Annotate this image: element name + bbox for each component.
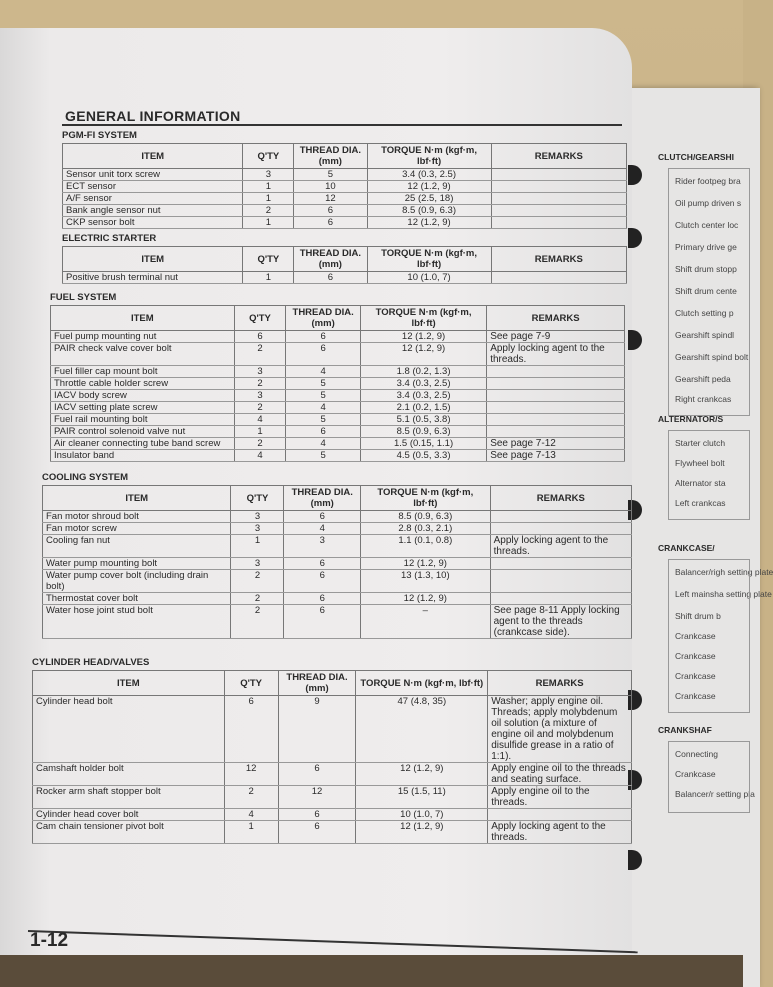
header-qty: Q'TY (231, 486, 284, 511)
table-row (63, 272, 627, 284)
table-row (51, 366, 625, 378)
table-row (51, 390, 625, 402)
torque-value: 12 (1.2, 9) (360, 343, 486, 366)
header-qty: Q'TY (234, 306, 286, 331)
right-item: Crankcase (675, 631, 716, 641)
remarks: See page 8-11 Apply locking agent to the threads (crankcase side). (490, 605, 631, 639)
item-name: Fuel rail mounting bolt (51, 414, 235, 426)
thread-diameter: 4 (286, 366, 361, 378)
remarks (487, 414, 625, 426)
torque-value: 1.8 (0.2, 1.3) (360, 366, 486, 378)
quantity: 4 (234, 450, 286, 462)
right-section-title: CLUTCH/GEARSHI (658, 152, 735, 162)
quantity: 1 (224, 821, 278, 844)
table-row (63, 205, 627, 217)
thread-diameter: 4 (286, 402, 361, 414)
thread-diameter: 6 (284, 558, 361, 570)
header-torque: TORQUE N·m (kgf·m, lbf·ft) (360, 306, 486, 331)
remarks (491, 217, 626, 229)
thread-diameter: 4 (284, 523, 361, 535)
header-remarks: REMARKS (491, 247, 626, 272)
torque-table (50, 305, 625, 462)
torque-value: 5.1 (0.5, 3.8) (360, 414, 486, 426)
item-name: PAIR control solenoid valve nut (51, 426, 235, 438)
quantity: 4 (224, 809, 278, 821)
section-fuel-system (50, 292, 625, 462)
header-item: ITEM (33, 671, 225, 696)
torque-value: 12 (1.2, 9) (360, 331, 486, 343)
remarks: See page 7-9 (487, 331, 625, 343)
quantity: 2 (231, 570, 284, 593)
header-qty: Q'TY (243, 247, 294, 272)
remarks (490, 593, 631, 605)
quantity: 6 (224, 696, 278, 763)
header-qty: Q'TY (224, 671, 278, 696)
table-row (63, 217, 627, 229)
quantity: 6 (234, 331, 286, 343)
remarks (491, 272, 626, 284)
item-name: Camshaft holder bolt (33, 763, 225, 786)
torque-value: 10 (1.0, 7) (356, 809, 488, 821)
torque-value: 8.5 (0.9, 6.3) (367, 205, 491, 217)
right-table-frame (668, 168, 750, 416)
item-name: Bank angle sensor nut (63, 205, 243, 217)
table-row (43, 593, 632, 605)
item-name: Water hose joint stud bolt (43, 605, 231, 639)
page-number: 1-12 (30, 930, 69, 951)
thread-diameter: 4 (286, 438, 361, 450)
section-title: PGM-FI SYSTEM (62, 130, 137, 141)
item-name: Air cleaner connecting tube band screw (51, 438, 235, 450)
table-row (51, 331, 625, 343)
header-thread: THREAD DIA. (mm) (278, 671, 356, 696)
quantity: 3 (243, 169, 294, 181)
torque-value: 12 (1.2, 9) (356, 763, 488, 786)
thread-diameter: 6 (286, 343, 361, 366)
remarks (490, 558, 631, 570)
header-remarks: REMARKS (488, 671, 632, 696)
remarks: Washer; apply engine oil. Threads; apply molybdenum oil solution (a mixture of engine oil and molybdenum disulfide grease in a ratio of 1:1). (488, 696, 632, 763)
quantity: 3 (231, 511, 284, 523)
header-item: ITEM (51, 306, 235, 331)
page-title: GENERAL INFORMATION (65, 108, 241, 124)
header-torque: TORQUE N·m (kgf·m, lbf·ft) (367, 144, 491, 169)
torque-value: 3.4 (0.3, 2.5) (360, 378, 486, 390)
item-name: Throttle cable holder screw (51, 378, 235, 390)
section-title: CYLINDER HEAD/VALVES (32, 657, 150, 668)
header-remarks: REMARKS (487, 306, 625, 331)
table-row (43, 535, 632, 558)
torque-value: 3.4 (0.3, 2.5) (367, 169, 491, 181)
thread-diameter: 5 (286, 450, 361, 462)
torque-value: 2.8 (0.3, 2.1) (361, 523, 491, 535)
table-row (33, 763, 632, 786)
right-section-title: ALTERNATOR/S (658, 414, 724, 424)
torque-table (32, 670, 632, 844)
torque-table (62, 246, 627, 284)
table-row (51, 414, 625, 426)
torque-value: 10 (1.0, 7) (367, 272, 491, 284)
header-item: ITEM (63, 247, 243, 272)
remarks (491, 205, 626, 217)
item-name: Sensor unit torx screw (63, 169, 243, 181)
table-header (51, 306, 625, 331)
header-thread: THREAD DIA. (mm) (294, 247, 367, 272)
torque-value: 12 (1.2, 9) (361, 593, 491, 605)
right-item: Shift drum stopp (675, 264, 737, 274)
quantity: 4 (234, 414, 286, 426)
torque-value: 12 (1.2, 9) (367, 181, 491, 193)
item-name: Fan motor screw (43, 523, 231, 535)
item-name: Thermostat cover bolt (43, 593, 231, 605)
header-torque: TORQUE N·m (kgf·m, lbf·ft) (367, 247, 491, 272)
item-name: Positive brush terminal nut (63, 272, 243, 284)
table-row (63, 193, 627, 205)
section-title: COOLING SYSTEM (42, 472, 129, 483)
quantity: 1 (243, 217, 294, 229)
right-item: Left crankcas (675, 498, 726, 508)
header-remarks: REMARKS (490, 486, 631, 511)
table-row (33, 786, 632, 809)
table-row (63, 169, 627, 181)
item-name: Cylinder head cover bolt (33, 809, 225, 821)
header-thread: THREAD DIA. (mm) (284, 486, 361, 511)
thread-diameter: 6 (294, 205, 367, 217)
thread-diameter: 6 (278, 763, 356, 786)
item-name: IACV body screw (51, 390, 235, 402)
torque-value: 8.5 (0.9, 6.3) (360, 426, 486, 438)
right-table-frame (668, 741, 750, 813)
quantity: 3 (231, 558, 284, 570)
header-remarks: REMARKS (491, 144, 626, 169)
thread-diameter: 9 (278, 696, 356, 763)
torque-value: 3.4 (0.3, 2.5) (360, 390, 486, 402)
right-item: Clutch setting p (675, 308, 734, 318)
section-title: FUEL SYSTEM (50, 292, 117, 303)
right-item: Gearshift spind bolt (675, 352, 749, 362)
thread-diameter: 5 (286, 378, 361, 390)
torque-value: 2.1 (0.2, 1.5) (360, 402, 486, 414)
remarks: Apply locking agent to the threads. (490, 535, 631, 558)
right-item: Crankcase (675, 671, 716, 681)
table-row (43, 511, 632, 523)
quantity: 1 (231, 535, 284, 558)
header-item: ITEM (63, 144, 243, 169)
quantity: 1 (243, 272, 294, 284)
torque-table (42, 485, 632, 639)
torque-value: 4.5 (0.5, 3.3) (360, 450, 486, 462)
table-row (51, 438, 625, 450)
header-thread: THREAD DIA. (mm) (286, 306, 361, 331)
title-divider (62, 124, 622, 126)
right-item: Alternator sta (675, 478, 726, 488)
quantity: 1 (234, 426, 286, 438)
remarks: See page 7-12 (487, 438, 625, 450)
item-name: Fuel pump mounting nut (51, 331, 235, 343)
right-item: Flywheel bolt (675, 458, 725, 468)
right-item: Balancer/r setting pla (675, 789, 755, 799)
torque-table (62, 143, 627, 229)
right-item: Oil pump driven s (675, 198, 742, 208)
quantity: 2 (234, 402, 286, 414)
remarks (490, 511, 631, 523)
remarks (491, 193, 626, 205)
table-row (63, 181, 627, 193)
quantity: 12 (224, 763, 278, 786)
table-row (33, 821, 632, 844)
table-row (43, 605, 632, 639)
remarks (487, 402, 625, 414)
torque-value: 13 (1.3, 10) (361, 570, 491, 593)
remarks (487, 366, 625, 378)
thread-diameter: 6 (294, 272, 367, 284)
torque-value: 12 (1.2, 9) (361, 558, 491, 570)
table-row (51, 450, 625, 462)
thread-diameter: 10 (294, 181, 367, 193)
section-title: ELECTRIC STARTER (62, 233, 157, 244)
thread-diameter: 5 (286, 390, 361, 402)
item-name: Insulator band (51, 450, 235, 462)
table-row (51, 402, 625, 414)
torque-value: 8.5 (0.9, 6.3) (361, 511, 491, 523)
thread-diameter: 6 (284, 511, 361, 523)
table-header (43, 486, 632, 511)
section-cooling-system (42, 472, 632, 639)
right-item: Crankcase (675, 691, 716, 701)
torque-value: – (361, 605, 491, 639)
torque-value: 12 (1.2, 9) (356, 821, 488, 844)
torque-value: 47 (4.8, 35) (356, 696, 488, 763)
section-electric-starter (62, 233, 627, 284)
torque-value: 25 (2.5, 18) (367, 193, 491, 205)
item-name: Water pump cover bolt (including drain bolt) (43, 570, 231, 593)
thread-diameter: 6 (278, 821, 356, 844)
item-name: A/F sensor (63, 193, 243, 205)
torque-value: 12 (1.2, 9) (367, 217, 491, 229)
thread-diameter: 6 (294, 217, 367, 229)
item-name: Cylinder head bolt (33, 696, 225, 763)
header-thread: THREAD DIA. (mm) (294, 144, 367, 169)
thread-diameter: 5 (286, 414, 361, 426)
right-item: Crankcase (675, 769, 716, 779)
item-name: Rocker arm shaft stopper bolt (33, 786, 225, 809)
quantity: 2 (234, 343, 286, 366)
right-table-frame (668, 430, 750, 520)
remarks: Apply engine oil to the threads. (488, 786, 632, 809)
quantity: 2 (224, 786, 278, 809)
item-name: Fuel filler cap mount bolt (51, 366, 235, 378)
quantity: 3 (234, 366, 286, 378)
quantity: 1 (243, 193, 294, 205)
thread-diameter: 6 (284, 605, 361, 639)
thread-diameter: 6 (286, 426, 361, 438)
item-name: Water pump mounting bolt (43, 558, 231, 570)
right-item: Shift drum b (675, 611, 721, 621)
remarks: Apply locking agent to the threads. (488, 821, 632, 844)
remarks (491, 169, 626, 181)
remarks (490, 570, 631, 593)
right-item: Primary drive ge (675, 242, 737, 252)
quantity: 1 (243, 181, 294, 193)
thread-diameter: 6 (278, 809, 356, 821)
right-item: Gearshift peda (675, 374, 731, 384)
thread-diameter: 6 (284, 570, 361, 593)
table-header (33, 671, 632, 696)
header-item: ITEM (43, 486, 231, 511)
quantity: 2 (234, 378, 286, 390)
table-header (63, 247, 627, 272)
table-row (43, 558, 632, 570)
right-section-title: CRANKCASE/ (658, 543, 715, 553)
remarks (488, 809, 632, 821)
quantity: 2 (231, 605, 284, 639)
right-section-title: CRANKSHAF (658, 725, 712, 735)
remarks (491, 181, 626, 193)
thread-diameter: 12 (278, 786, 356, 809)
header-torque: TORQUE N·m (kgf·m, lbf·ft) (356, 671, 488, 696)
table-row (43, 523, 632, 535)
item-name: Cam chain tensioner pivot bolt (33, 821, 225, 844)
remarks (487, 426, 625, 438)
table-row (51, 426, 625, 438)
thread-diameter: 3 (284, 535, 361, 558)
item-name: CKP sensor bolt (63, 217, 243, 229)
torque-value: 1.5 (0.15, 1.1) (360, 438, 486, 450)
remarks (490, 523, 631, 535)
table-row (51, 378, 625, 390)
item-name: IACV setting plate screw (51, 402, 235, 414)
right-item: Crankcase (675, 651, 716, 661)
right-item: Connecting (675, 749, 719, 759)
bottom-shadow (0, 955, 743, 987)
remarks: Apply locking agent to the threads. (487, 343, 625, 366)
torque-value: 15 (1.5, 11) (356, 786, 488, 809)
remarks (487, 378, 625, 390)
item-name: ECT sensor (63, 181, 243, 193)
item-name: PAIR check valve cover bolt (51, 343, 235, 366)
header-qty: Q'TY (243, 144, 294, 169)
right-item: Shift drum cente (675, 286, 737, 296)
quantity: 3 (231, 523, 284, 535)
table-row (33, 696, 632, 763)
right-item: Rider footpeg bra (675, 176, 741, 186)
thread-diameter: 6 (284, 593, 361, 605)
quantity: 2 (234, 438, 286, 450)
thread-diameter: 6 (286, 331, 361, 343)
right-table-frame (668, 559, 750, 713)
table-row (43, 570, 632, 593)
right-item: Right crankcas (675, 394, 732, 404)
right-item: Balancer/righ setting plate (675, 567, 773, 577)
table-row (51, 343, 625, 366)
table-header (63, 144, 627, 169)
torque-value: 1.1 (0.1, 0.8) (361, 535, 491, 558)
section-cylinder-head-valves (32, 657, 632, 844)
thread-diameter: 5 (294, 169, 367, 181)
right-item: Left mainsha setting plate (675, 589, 772, 599)
remarks: Apply engine oil to the threads and seating surface. (488, 763, 632, 786)
quantity: 2 (231, 593, 284, 605)
section-pgm-fi-system (62, 130, 627, 229)
item-name: Cooling fan nut (43, 535, 231, 558)
right-item: Gearshift spindl (675, 330, 735, 340)
table-row (33, 809, 632, 821)
header-torque: TORQUE N·m (kgf·m, lbf·ft) (361, 486, 491, 511)
remarks (487, 390, 625, 402)
quantity: 2 (243, 205, 294, 217)
remarks: See page 7-13 (487, 450, 625, 462)
right-item: Clutch center loc (675, 220, 739, 230)
quantity: 3 (234, 390, 286, 402)
item-name: Fan motor shroud bolt (43, 511, 231, 523)
right-item: Starter clutch (675, 438, 726, 448)
thread-diameter: 12 (294, 193, 367, 205)
